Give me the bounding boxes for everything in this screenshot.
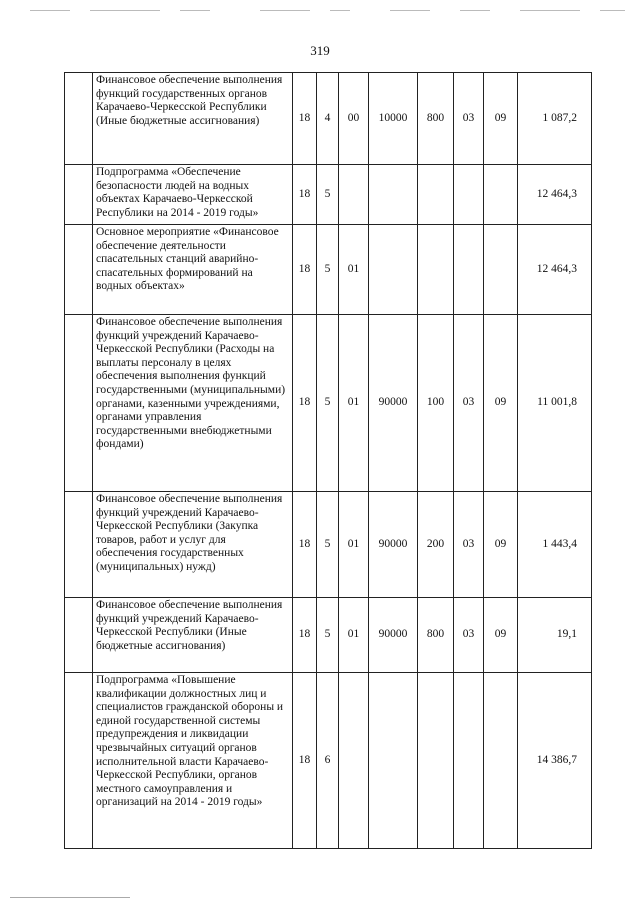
code-cell: 18 [293, 315, 317, 492]
table-row [65, 165, 592, 225]
code-cell: 18 [293, 492, 317, 598]
code-cell: 5 [317, 598, 339, 673]
amount-cell: 19,1 [518, 598, 592, 673]
code-cell: 01 [339, 598, 369, 673]
code-cell: 10000 [369, 73, 418, 165]
code-cell: 03 [454, 73, 484, 165]
code-cell [369, 673, 418, 849]
item-name: Подпрограмма «Обеспечение безопасности людей на водных объектах Карачаево-Черкесской Республики на 2014 - 2019 годы» [93, 165, 293, 225]
code-cell: 18 [293, 598, 317, 673]
code-cell [418, 673, 454, 849]
code-cell: 800 [418, 73, 454, 165]
empty-cell [65, 315, 93, 492]
code-cell: 18 [293, 165, 317, 225]
table-row [65, 315, 592, 492]
code-cell: 18 [293, 673, 317, 849]
code-cell: 90000 [369, 598, 418, 673]
amount-cell: 11 001,8 [518, 315, 592, 492]
table-row [65, 73, 592, 165]
item-name: Финансовое обеспечение выполнения функций государственных органов Карачаево-Черкесской Республики (Иные бюджетные ассигнования) [93, 73, 293, 165]
code-cell: 18 [293, 73, 317, 165]
code-cell [484, 225, 518, 315]
empty-cell [65, 598, 93, 673]
table-row [65, 673, 592, 849]
table-row [65, 492, 592, 598]
table-row [65, 225, 592, 315]
code-cell: 00 [339, 73, 369, 165]
amount-cell: 1 087,2 [518, 73, 592, 165]
code-cell: 03 [454, 315, 484, 492]
code-cell: 09 [484, 492, 518, 598]
code-cell [454, 165, 484, 225]
code-cell: 5 [317, 315, 339, 492]
code-cell: 800 [418, 598, 454, 673]
code-cell: 18 [293, 225, 317, 315]
item-name: Подпрограмма «Повышение квалификации должностных лиц и специалистов гражданской обороны и единой государственной системы предупреждения и ликвидации чрезвычайных ситуаций органов исполнительной власти Карачаево-Черкесской Республики, органов местного самоуправления и организаций на 2014 - 2019 годы» [93, 673, 293, 849]
code-cell: 09 [484, 315, 518, 492]
code-cell [418, 165, 454, 225]
code-cell: 03 [454, 492, 484, 598]
item-name: Финансовое обеспечение выполнения функций учреждений Карачаево-Черкесской Республики (Иные бюджетные ассигнования) [93, 598, 293, 673]
empty-cell [65, 73, 93, 165]
amount-cell: 12 464,3 [518, 225, 592, 315]
code-cell: 100 [418, 315, 454, 492]
code-cell [484, 673, 518, 849]
budget-table [64, 72, 592, 849]
item-name: Финансовое обеспечение выполнения функций учреждений Карачаево-Черкесской Республики (Расходы на выплаты персоналу в целях обеспечения выполнения функций государственными (муниципальными) органами, казенными учреждениями, органами управления государственными внебюджетными фондами) [93, 315, 293, 492]
code-cell: 5 [317, 492, 339, 598]
code-cell [369, 165, 418, 225]
empty-cell [65, 165, 93, 225]
code-cell: 4 [317, 73, 339, 165]
empty-cell [65, 673, 93, 849]
empty-cell [65, 492, 93, 598]
scan-artifact-line [10, 897, 130, 898]
item-name: Основное мероприятие «Финансовое обеспечение деятельности спасательных станций аварийно-спасательных формирований на водных объектах» [93, 225, 293, 315]
code-cell: 09 [484, 598, 518, 673]
code-cell: 01 [339, 315, 369, 492]
table-row [65, 598, 592, 673]
code-cell [418, 225, 454, 315]
code-cell [339, 673, 369, 849]
item-name: Финансовое обеспечение выполнения функций учреждений Карачаево-Черкесской Республики (Закупка товаров, работ и услуг для обеспечения государственных (муниципальных) нужд) [93, 492, 293, 598]
amount-cell: 1 443,4 [518, 492, 592, 598]
code-cell: 01 [339, 492, 369, 598]
code-cell [454, 225, 484, 315]
code-cell: 09 [484, 73, 518, 165]
code-cell: 03 [454, 598, 484, 673]
code-cell: 5 [317, 165, 339, 225]
amount-cell: 14 386,7 [518, 673, 592, 849]
code-cell: 5 [317, 225, 339, 315]
code-cell: 6 [317, 673, 339, 849]
code-cell: 01 [339, 225, 369, 315]
scan-artifacts [30, 10, 630, 16]
code-cell [369, 225, 418, 315]
code-cell [484, 165, 518, 225]
amount-cell: 12 464,3 [518, 165, 592, 225]
code-cell: 200 [418, 492, 454, 598]
code-cell [454, 673, 484, 849]
code-cell [339, 165, 369, 225]
page-number: 319 [310, 43, 330, 58]
code-cell: 90000 [369, 492, 418, 598]
empty-cell [65, 225, 93, 315]
code-cell: 90000 [369, 315, 418, 492]
